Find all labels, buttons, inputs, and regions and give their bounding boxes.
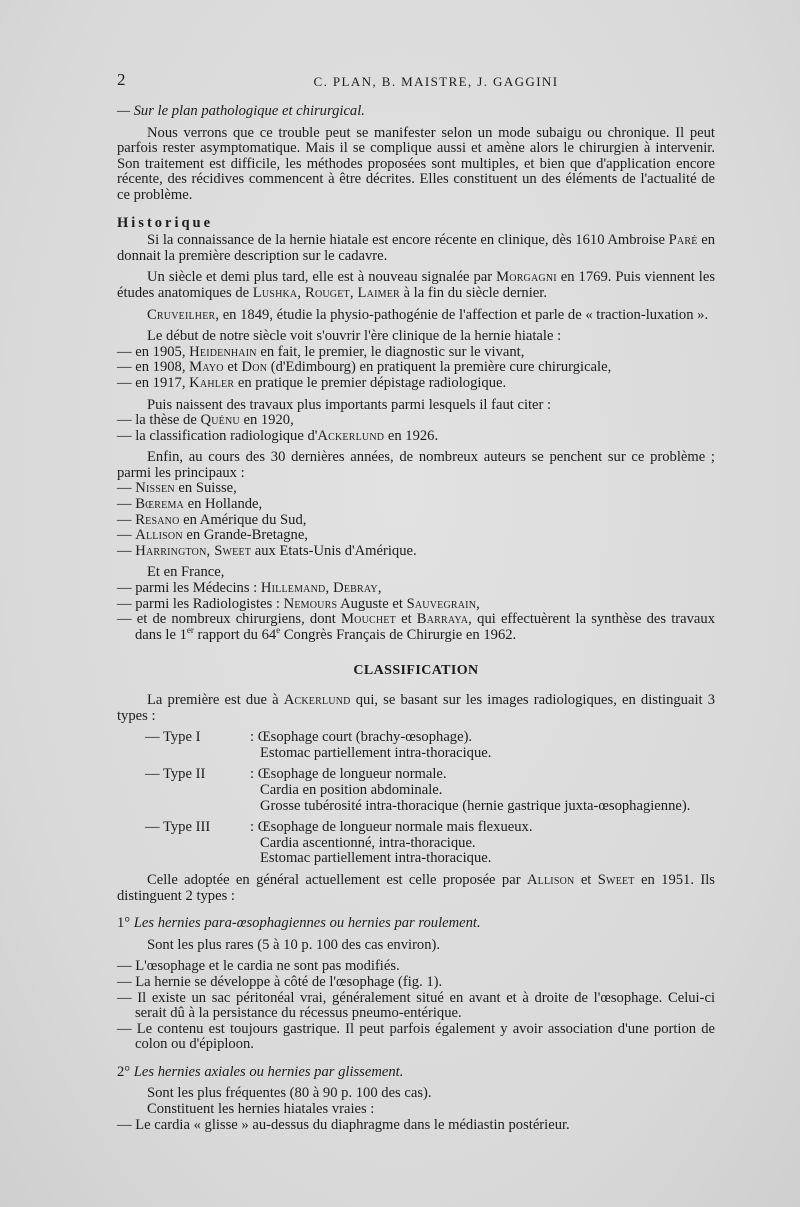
hist-paragraph-4: Le début de notre siècle voit s'ouvrir l'ère clinique de la hernie hiatale :	[147, 328, 562, 345]
hist-paragraph-2: Un siècle et demi plus tard, elle est à nouveau signalée par Morgagni en 1769. Puis viennent les études anatomiques de Lushka, Rouget, Laimer à la fin du siècle dernier.	[117, 269, 716, 301]
type-label: — Type II	[145, 766, 206, 783]
list-item: — Bœrema en Hollande,	[117, 496, 263, 513]
hist-paragraph-1: Si la connaissance de la hernie hiatale est encore récente en clinique, dès 1610 Ambroise Paré en donnait la première description sur le cadavre.	[117, 232, 715, 264]
class-paragraph-2: Celle adoptée en général actuellement est celle proposée par Allison et Sweet en 1951. Ils distinguent 2 types :	[117, 871, 715, 904]
hist-paragraph-7: Et en France,	[147, 564, 225, 581]
type-row: — Type III : Œsophage de longueur normale mais flexueux. Cardia ascentionné, intra-thoracique. Estomac partiellement intra-thoracique.	[117, 820, 715, 867]
list-item: — en 1908, Mayo et Don (d'Edimbourg) en pratiquent la première cure chirurgicale,	[117, 359, 612, 376]
hist-paragraph-3: Cruveilher, en 1849, étudie la physio-pathogénie de l'affection et parle de « traction-luxation ».	[147, 306, 709, 323]
list-item: — la classification radiologique d'Ackerlund en 1926.	[117, 427, 439, 444]
classification-heading: CLASSIFICATION	[353, 663, 479, 679]
list-item: — L'œsophage et le cardia ne sont pas modifiés.	[117, 958, 400, 975]
section-2-paragraph-2: Constituent les hernies hiatales vraies :	[147, 1101, 375, 1118]
historique-heading: Historique	[117, 214, 214, 231]
list-item: — Resano en Amérique du Sud,	[117, 511, 307, 528]
list-item: — et de nombreux chirurgiens, dont Mouchet et Barraya, qui effectuèrent la synthèse des travaux dans le 1er rapport du 64e Congrès Français de Chirurgie en 1962.	[117, 611, 715, 643]
list-item: — en 1917, Kahler en pratique le premier dépistage radiologique.	[117, 374, 507, 391]
list-item: — Il existe un sac péritonéal vrai, généralement situé en avant et à droite de l'œsophage. Celui-ci serait dû à la persistance du récessus pneumo-entérique.	[117, 989, 715, 1022]
list-item: — Le cardia « glisse » au-dessus du diaphragme dans le médiastin postérieur.	[117, 1116, 570, 1133]
intro-paragraph: Nous verrons que ce trouble peut se manifester selon un mode subaigu ou chronique. Il peut parfois rester asymptomatique. Mais il se complique aussi et amène alors le chirurgien à intervenir. Son traitement est difficile, les méthodes proposées sont multiples, et bien que d'application encore récente, des récidives commencent à être décrites. Elles constituent un des éléments de l'actualité de ce problème.	[117, 124, 715, 203]
class-paragraph-1: La première est due à Ackerlund qui, se basant sur les images radiologiques, en distinguait 3 types :	[117, 692, 716, 724]
hist-paragraph-5: Puis naissent des travaux plus importants parmi lesquels il faut citer :	[147, 396, 552, 413]
section-1-title: 1° Les hernies para-œsophagiennes ou hernies par roulement.	[117, 915, 481, 932]
type-row: — Type II : Œsophage de longueur normale. Cardia en position abdominale. Grosse tubérosité intra-thoracique (hernie gastrique juxta-œsophagienne).	[117, 767, 715, 814]
section-2-paragraph-1: Sont les plus fréquentes (80 à 90 p. 100 des cas).	[147, 1085, 432, 1102]
types-list	[117, 730, 715, 867]
running-head: C. PLAN, B. MAISTRE, J. GAGGINI	[313, 74, 559, 89]
hist-paragraph-6: Enfin, au cours des 30 dernières années, de nombreux auteurs se penchent sur ce problème ; parmi les principaux :	[117, 449, 715, 481]
type-label: — Type III	[145, 819, 211, 836]
list-item: — Allison en Grande-Bretagne,	[117, 527, 308, 544]
list-item: — en 1905, Heidenhain en fait, le premier, le diagnostic sur le vivant,	[117, 343, 525, 360]
type-row: — Type I : Œsophage court (brachy-œsophage). Estomac partiellement intra-thoracique.	[117, 730, 715, 761]
type-label: — Type I	[145, 729, 201, 746]
list-item: — Le contenu est toujours gastrique. Il peut parfois également y avoir association d'une portion de colon ou d'épiploon.	[117, 1020, 715, 1053]
list-item: — Nissen en Suisse,	[117, 480, 237, 497]
intro-subheading: — Sur le plan pathologique et chirurgical.	[117, 103, 365, 119]
list-item: — parmi les Radiologistes : Nemours Auguste et Sauvegrain,	[117, 595, 480, 612]
section-1-paragraph: Sont les plus rares (5 à 10 p. 100 des cas environ).	[147, 936, 441, 953]
section-2-title: 2° Les hernies axiales ou hernies par glissement.	[117, 1063, 404, 1080]
list-item: — la thèse de Quénu en 1920,	[117, 412, 294, 429]
page-content	[117, 68, 715, 1133]
list-item: — parmi les Médecins : Hillemand, Debray,	[117, 580, 382, 597]
list-item: — La hernie se développe à côté de l'œsophage (fig. 1).	[117, 973, 443, 990]
page-number: 2	[117, 70, 126, 89]
list-item: — Harrington, Sweet aux Etats-Unis d'Amérique.	[117, 542, 417, 559]
page-header	[117, 68, 715, 92]
